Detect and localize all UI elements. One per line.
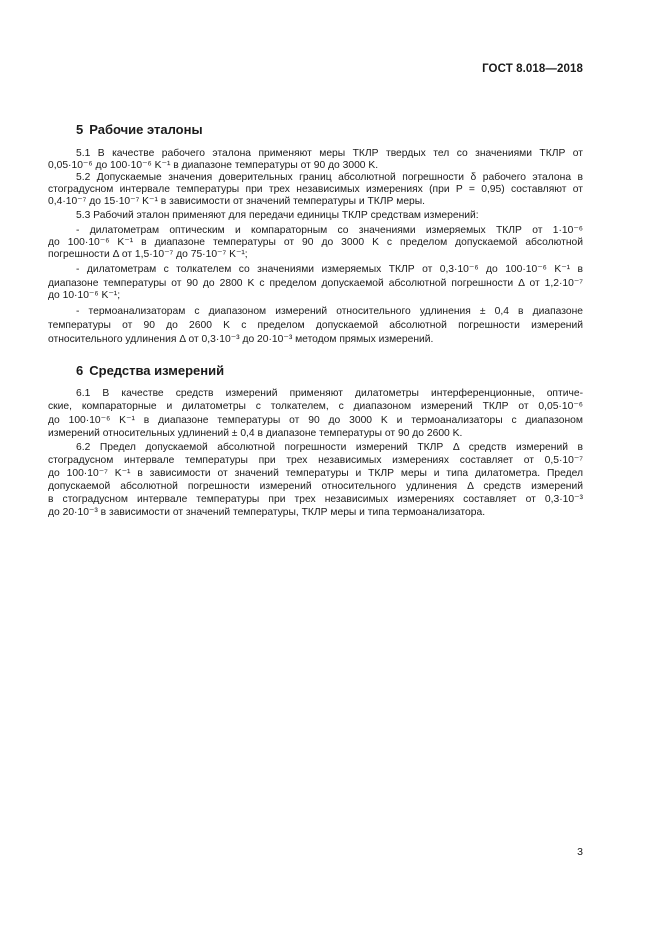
list-item-line: до 10·10⁻⁶ K⁻¹; — [48, 290, 121, 301]
list-item-line: - дилатометрам с толкателем со значениями измеряемых ТКЛР от 0,3·10⁻⁶ до 100·10⁻⁶ K⁻¹ в — [76, 264, 583, 275]
list-item-line: температуры от 90 до 2600 K с пределом допускаемой абсолютной погрешности измерений — [48, 320, 583, 331]
paragraph-line: до 100·10⁻⁶ K⁻¹ в диапазоне температуры от 90 до 3000 K и термоанализаторы с диапазоном — [48, 415, 583, 426]
paragraph-line: в стоградусном интервале температуры при трех независимых измерениях составляет от 0,3·10⁻³ — [48, 494, 583, 505]
list-item-line: - термоанализаторам с диапазоном измерений относительного удлинения ± 0,4 в диапазоне — [76, 306, 583, 317]
page-number: 3 — [577, 846, 583, 858]
paragraph-line: 6.1 В качестве средств измерений применяют дилатометры интерференционные, оптиче- — [76, 388, 583, 399]
section-number: 5 — [76, 122, 84, 137]
paragraph-line: измерений относительных удлинений ± 0,4 в диапазоне температуры от 90 до 2600 K. — [48, 428, 463, 439]
list-item-line: - дилатометрам оптическим и компараторным со значениями измеряемых ТКЛР от 1·10⁻⁶ — [76, 225, 583, 236]
paragraph-line: допускаемой абсолютной погрешности измерений относительного удлинения Δ средств измерений — [48, 481, 583, 492]
paragraph-line: 6.2 Предел допускаемой абсолютной погрешности измерений ТКЛР Δ средств измерений в — [76, 442, 583, 453]
section-title: Рабочие эталоны — [89, 122, 203, 137]
paragraph-line: 0,4·10⁻⁷ до 15·10⁻⁷ K⁻¹ в зависимости от значений температуры и ТКЛР меры. — [48, 196, 426, 207]
list-item-line: относительного удлинения Δ от 0,3·10⁻³ до 20·10⁻³ методом прямых измерений. — [48, 334, 434, 345]
list-item-line: до 100·10⁻⁶ K⁻¹ в диапазоне температуры от 90 до 3000 K с пределом допускаемой абсолютной — [48, 237, 583, 248]
section-5-heading — [76, 122, 203, 137]
section-number: 6 — [76, 363, 84, 378]
list-item-line: диапазоне температуры от 90 до 2800 K с пределом допускаемой абсолютной погрешности Δ от 1,2·10⁻⁷ — [48, 278, 583, 289]
section-title: Средства измерений — [89, 363, 225, 378]
section-6-heading — [76, 363, 224, 378]
paragraph-line: ские, компараторные и дилатометры с толкателем, с диапазоном измерений ТКЛР от 0,05·10⁻⁶ — [48, 401, 583, 412]
document-code: ГОСТ 8.018—2018 — [482, 63, 583, 75]
paragraph-line: стоградусном интервале температуры при трех независимых измерениях составляет от 0,5·10⁻⁷ — [48, 455, 583, 466]
list-item-line: погрешности Δ от 1,5·10⁻⁷ до 75·10⁻⁷ K⁻¹; — [48, 249, 248, 260]
paragraph-line: 0,05·10⁻⁶ до 100·10⁻⁶ K⁻¹ в диапазоне температуры от 90 до 3000 K. — [48, 160, 379, 171]
paragraph-line: 5.2 Допускаемые значения доверительных границ абсолютной погрешности δ рабочего эталона в — [76, 172, 583, 183]
paragraph-line: до 100·10⁻⁷ K⁻¹ в зависимости от значений температуры и ТКЛР меры и типа дилатометра. Предел — [48, 468, 583, 479]
paragraph-line: до 20·10⁻³ в зависимости от значений температуры, ТКЛР меры и типа термоанализатора. — [48, 507, 486, 518]
paragraph-line: стоградусном интервале температуры при трех независимых измерениях (при P = 0,95) составляют от — [48, 184, 583, 195]
paragraph-line: 5.3 Рабочий эталон применяют для передачи единицы ТКЛР средствам измерений: — [76, 210, 479, 221]
paragraph-line: 5.1 В качестве рабочего эталона применяют меры ТКЛР твердых тел со значениями ТКЛР от — [76, 148, 583, 159]
